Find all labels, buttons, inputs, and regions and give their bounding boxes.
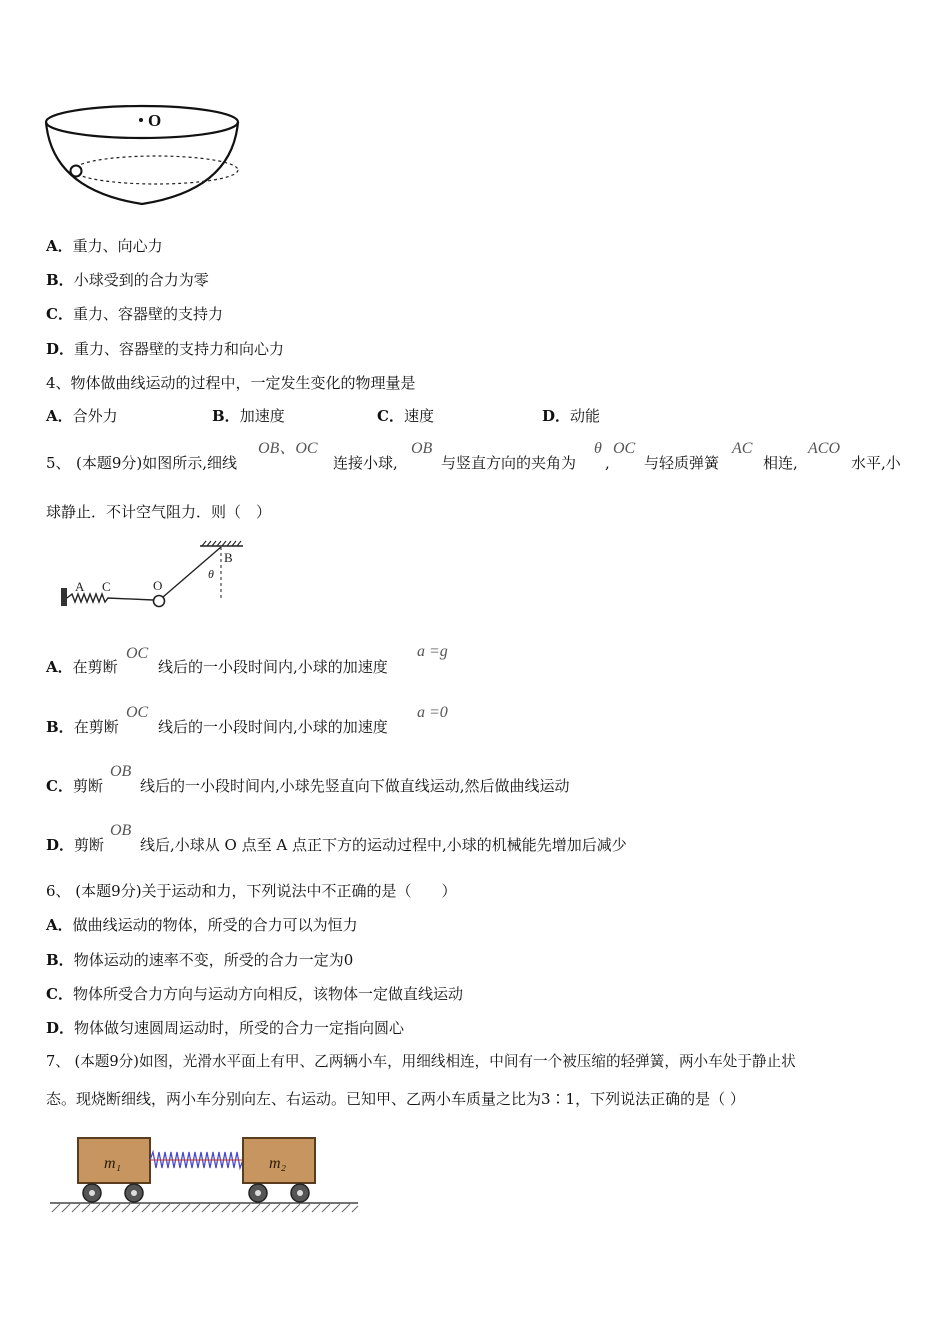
q6-option-b: [46, 950, 353, 970]
option-label: C．: [377, 407, 404, 425]
q5-stem-part3: 与竖直方向的夹角为: [441, 454, 577, 472]
option-label: C．: [46, 777, 73, 795]
ground-hatch: [52, 1204, 358, 1212]
q5-stem-part4: ,: [605, 454, 610, 472]
q5-option-a-math-formula: a =g: [417, 643, 448, 660]
point-o-label: O: [148, 111, 162, 130]
q5-stem-part5: 与轻质弹簧: [644, 454, 720, 472]
q5-option-a-text2: 线后的一小段时间内,小球的加速度: [158, 658, 388, 676]
option-text: 重力、容器壁的支持力: [72, 305, 223, 323]
q5-num: 5、: [46, 454, 71, 472]
label-o: O: [153, 578, 163, 593]
q4-option-c: [377, 406, 434, 426]
q5-math-theta: θ: [594, 440, 602, 457]
q5-option-c-text2: 线后的一小段时间内,小球先竖直向下做直线运动,然后做曲线运动: [140, 777, 570, 795]
option-text: 小球受到的合力为零: [73, 271, 209, 289]
option-text: 重力、容器壁的支持力和向心力: [74, 340, 285, 358]
q6-option-d: [46, 1018, 404, 1038]
option-label: D．: [542, 407, 571, 425]
q6-option-a: [46, 915, 358, 935]
option-label: B．: [46, 271, 74, 289]
q7-stem-line1: 7、 (本题9分)如图，光滑水平面上有甲、乙两辆小车，用细线相连，中间有一个被压缩的轻弹簧，两小车处于静止状: [46, 1053, 796, 1070]
label-theta: θ: [208, 567, 214, 581]
option-label: A．: [46, 237, 73, 255]
q5-option-a-math-oc: OC: [126, 645, 149, 662]
hub: [131, 1190, 137, 1196]
label-b: B: [224, 550, 233, 565]
label-a: A: [75, 579, 85, 594]
hub: [255, 1190, 261, 1196]
q5-option-a: [46, 657, 118, 677]
option-label: B．: [46, 951, 74, 969]
option-text: 在剪断: [73, 718, 119, 736]
spring: [67, 594, 153, 602]
option-text: 物体所受合力方向与运动方向相反，该物体一定做直线运动: [72, 985, 463, 1003]
option-label: D．: [46, 836, 75, 854]
q5-option-d: [46, 835, 104, 855]
label-c: C: [102, 579, 111, 594]
q3-option-c: [46, 304, 223, 324]
q5-option-d-text2: 线后,小球从 O 点至 A 点正下方的运动过程中,小球的机械能先增加后减少: [140, 836, 627, 854]
option-text: 剪断: [74, 836, 105, 854]
cart-m2-label: m₂: [269, 1155, 287, 1172]
option-label: B．: [46, 718, 74, 736]
q5-stem-part6: 相连,: [763, 454, 798, 472]
q5-option-b: [46, 717, 119, 737]
q5-math-oc: OC: [613, 440, 636, 457]
option-label: A．: [46, 658, 73, 676]
q5-math-ob-oc: OB、OC: [258, 440, 318, 457]
option-text: 在剪断: [72, 658, 118, 676]
q5-stem-part7: 水平,小: [851, 454, 901, 472]
option-label: A．: [46, 407, 73, 425]
bowl-dashed-orbit: [74, 156, 238, 184]
option-text: 物体做匀速圆周运动时，所受的合力一定指向圆心: [74, 1019, 405, 1037]
cart-m1-label: m₁: [104, 1155, 122, 1172]
q5-option-b-text2: 线后的一小段时间内,小球的加速度: [158, 718, 388, 736]
q5-stem-line2: 球静止．不计空气阻力．则（ ）: [46, 503, 272, 521]
option-text: 速度: [403, 407, 434, 425]
q5-math-ob: OB: [411, 440, 433, 457]
q4-option-a: [46, 406, 118, 426]
q3-option-a: [46, 236, 163, 256]
q6-stem: 6、 (本题9分)关于运动和力，下列说法中不正确的是（ ）: [46, 882, 457, 900]
q5-stem-part2: 连接小球,: [333, 454, 398, 472]
q5-option-d-math-ob: OB: [110, 822, 132, 839]
q6-option-c: [46, 984, 463, 1004]
bowl-rim: [46, 106, 238, 138]
option-text: 动能: [570, 407, 601, 425]
q5-option-c-math-ob: OB: [110, 763, 132, 780]
hub: [89, 1190, 95, 1196]
option-label: C．: [46, 985, 73, 1003]
option-text: 加速度: [239, 407, 285, 425]
q4-option-b: [212, 406, 285, 426]
bowl-figure: [44, 98, 244, 208]
option-label: C．: [46, 305, 73, 323]
q5-figure: [58, 538, 258, 618]
option-text: 重力、向心力: [72, 237, 163, 255]
q4-option-d: [542, 406, 600, 426]
q5-option-c: [46, 776, 103, 796]
option-text: 物体运动的速率不变，所受的合力一定为0: [73, 951, 354, 969]
center-dot: [139, 118, 143, 122]
option-label: D．: [46, 340, 75, 358]
option-text: 做曲线运动的物体，所受的合力可以为恒力: [72, 916, 358, 934]
option-text: 剪断: [72, 777, 103, 795]
q5-stem-part1: (本题9分)如图所示,细线: [76, 454, 238, 472]
q4-stem: 4、物体做曲线运动的过程中，一定发生变化的物理量是: [46, 374, 416, 392]
q5-option-b-math-formula: a =0: [417, 704, 448, 721]
q7-figure: [46, 1130, 366, 1220]
q5-math-ac: AC: [732, 440, 753, 457]
ball: [154, 596, 165, 607]
q5-option-b-math-oc: OC: [126, 704, 149, 721]
hub: [297, 1190, 303, 1196]
q3-option-d: [46, 339, 284, 359]
q3-option-b: [46, 270, 209, 290]
q5-math-aco: ACO: [808, 440, 840, 457]
left-wall: [61, 588, 67, 606]
option-text: 合外力: [72, 407, 118, 425]
small-ball: [71, 166, 82, 177]
option-label: B．: [212, 407, 240, 425]
q7-stem-line2: 态。现烧断细线，两小车分别向左、右运动。已知甲、乙两小车质量之比为3∶1，下列说法正确的是（ ）: [46, 1090, 745, 1108]
option-label: D．: [46, 1019, 75, 1037]
option-label: A．: [46, 916, 73, 934]
